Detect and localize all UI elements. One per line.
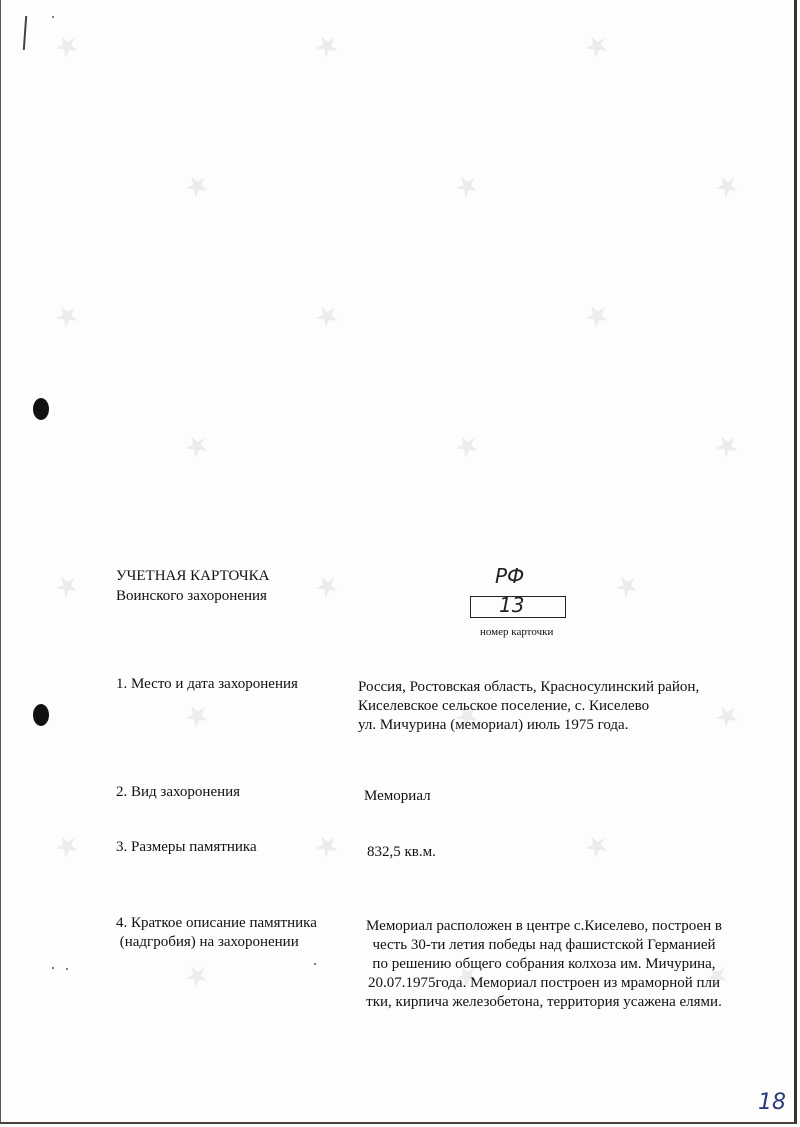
field-3-label: 3. Размеры памятника (116, 839, 257, 855)
field-4-value-line: Мемориал расположен в центре с.Киселево, построен в (366, 918, 722, 934)
title-line-1: УЧЕТНАЯ КАРТОЧКА (116, 568, 270, 584)
handwritten-page-number: 18 (758, 1090, 786, 1115)
field-2-label: 2. Вид захоронения (116, 784, 241, 800)
field-4-label-line: 4. Краткое описание памятника (116, 915, 317, 931)
card-number: 13 (499, 593, 525, 617)
document-title (116, 566, 270, 606)
field-4-value-line: по решению общего собрания колхоза им. Мичурина, (372, 956, 716, 972)
scan-speck (52, 967, 54, 969)
field-4-value (344, 917, 744, 1012)
punch-hole (33, 704, 49, 726)
field-3-value: 832,5 кв.м. (367, 844, 436, 860)
field-4-label-line: (надгробия) на захоронении (116, 934, 299, 950)
card-number-caption: номер карточки (480, 626, 554, 638)
card-number-box (470, 593, 566, 618)
scan-speck (66, 968, 68, 970)
title-line-2: Воинского захоронения (116, 588, 267, 604)
scan-speck (314, 963, 316, 965)
field-1-value-line: ул. Мичурина (мемориал) июль 1975 года. (358, 717, 629, 733)
field-4-value-line: 20.07.1975года. Мемориал построен из мраморной пли (367, 975, 721, 991)
field-4-label (116, 914, 317, 952)
field-1-value (358, 678, 699, 735)
field-4-value-line: честь 30-ти летия победы над фашистской Германией (372, 937, 716, 953)
punch-hole (33, 398, 49, 420)
field-1-label: 1. Место и дата захоронения (116, 676, 298, 692)
field-4-value-line: тки, кирпича железобетона, территория усажена елями. (366, 994, 722, 1010)
field-1-value-line: Россия, Ростовская область, Красносулинский район, (358, 679, 700, 695)
scan-speck (52, 16, 54, 18)
field-1-value-line: Киселевское сельское поселение, с. Киселево (358, 698, 650, 714)
field-2-value: Мемориал (364, 788, 431, 804)
handwritten-rf-mark: РФ (495, 564, 525, 588)
